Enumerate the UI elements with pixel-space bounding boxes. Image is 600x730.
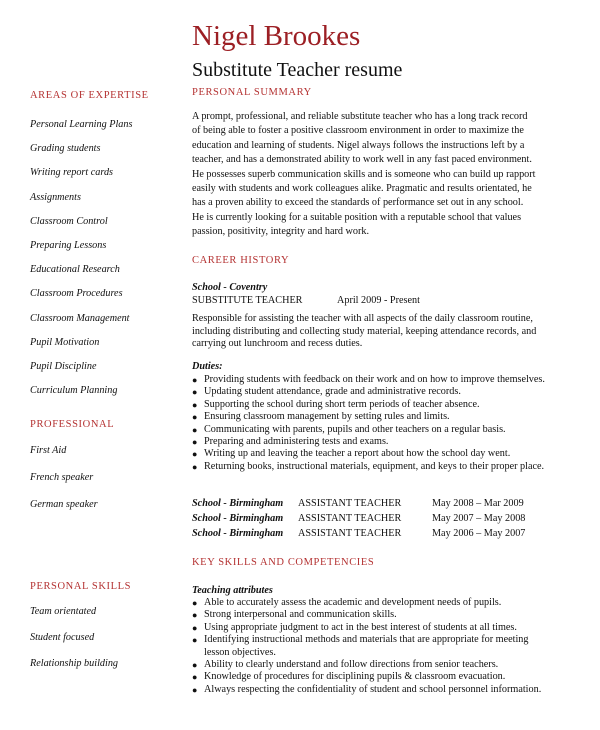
duty-text: Ensuring classroom management by setting rules and limits.: [204, 411, 450, 423]
summary-heading: PERSONAL SUMMARY: [192, 87, 312, 98]
candidate-name: Nigel Brookes: [192, 20, 361, 52]
paragraph-line: has a proven ability to exceed the standards of performance set out in any school.: [192, 197, 524, 209]
bullet-icon: ●: [192, 684, 198, 695]
previous-job-school: School - Birmingham: [192, 498, 284, 509]
duty-item: [192, 411, 545, 423]
bullet-icon: ●: [192, 610, 198, 621]
paragraph-line: He is currently looking for a suitable position with a reputable school that values: [192, 211, 522, 223]
bullet-icon: ●: [192, 399, 198, 410]
bullet-icon: ●: [192, 424, 198, 435]
expertise-item: Classroom Control: [30, 215, 108, 227]
professional-item: French speaker: [30, 472, 94, 483]
career-heading: CAREER HISTORY: [192, 255, 290, 266]
expertise-item: Assignments: [30, 191, 81, 203]
summary-paragraph: [192, 110, 577, 240]
personal-skills-heading: PERSONAL SKILLS: [30, 581, 132, 592]
bullet-icon: ●: [192, 437, 198, 448]
expertise-item: Writing report cards: [30, 167, 114, 179]
previous-job-school: School - Birmingham: [192, 528, 284, 539]
expertise-item: Classroom Management: [30, 312, 130, 324]
paragraph-line: passion, positivity, integrity and hard work.: [192, 226, 370, 238]
expertise-item: Grading students: [30, 143, 101, 155]
duty-text: Communicating with parents, pupils and other teachers on a regular basis.: [204, 423, 506, 435]
duty-item: [192, 374, 545, 386]
professional-heading: PROFESSIONAL: [30, 419, 115, 430]
duty-text: Returning books, instructional materials, equipment, and keys to their proper place.: [204, 460, 545, 472]
key-skill-text: Able to accurately assess the academic and development needs of pupils.: [204, 597, 502, 608]
key-skill-text: Identifying instructional methods and materials that are appropriate for meeting: [204, 634, 529, 646]
previous-job-title: ASSISTANT TEACHER: [298, 513, 402, 524]
duty-text: Providing students with feedback on their work and on how to improve themselves.: [204, 374, 545, 385]
key-skill-text: Knowledge of procedures for disciplining pupils & classroom evacuation.: [204, 671, 506, 683]
current-job-dates: April 2009 - Present: [337, 295, 420, 306]
previous-job-title: ASSISTANT TEACHER: [298, 498, 402, 509]
duty-item: [192, 436, 545, 448]
current-job-description: [192, 313, 577, 351]
previous-job-dates: May 2007 – May 2008: [432, 513, 526, 524]
expertise-item: Classroom Procedures: [30, 288, 123, 300]
professional-item: German speaker: [30, 499, 98, 510]
expertise-item: Educational Research: [30, 264, 120, 276]
bullet-icon: ●: [192, 375, 198, 385]
current-school: School - Coventry: [192, 282, 268, 293]
bullet-icon: ●: [192, 635, 198, 646]
duty-item: [192, 399, 545, 411]
paragraph-line: carrying out lunchroom and recess duties.: [192, 338, 363, 350]
duty-item: [192, 424, 545, 436]
paragraph-line: teacher, and has a demonstrated ability to work well in any fast paced environment.: [192, 154, 532, 166]
bullet-icon: ●: [192, 461, 198, 472]
duties-heading: Duties:: [192, 361, 223, 372]
expertise-item: Pupil Discipline: [30, 361, 97, 372]
key-skill-item: [192, 659, 541, 671]
duty-text: Preparing and administering tests and exams.: [204, 436, 389, 448]
key-skill-text: Using appropriate judgment to act in the best interest of students at all times.: [204, 621, 517, 633]
expertise-heading: AREAS OF EXPERTISE: [30, 90, 149, 101]
key-skill-item: [192, 597, 541, 609]
bullet-icon: ●: [192, 672, 198, 683]
key-skill-item: [192, 671, 541, 683]
bullet-icon: ●: [192, 412, 198, 423]
bullet-icon: ●: [192, 449, 198, 460]
bullet-icon: ●: [192, 660, 198, 671]
key-skill-text: lesson objectives.: [204, 646, 276, 658]
personal-skill-item: Team orientated: [30, 606, 97, 617]
duties-list: [192, 374, 545, 473]
paragraph-line: A prompt, professional, and reliable substitute teacher who has a long track record: [192, 111, 528, 122]
key-skill-text: Strong interpersonal and communication skills.: [204, 609, 397, 621]
expertise-item: Pupil Motivation: [30, 336, 100, 348]
duty-item: [192, 386, 545, 398]
paragraph-line: of being able to foster a positive classroom environment in order to maximize the: [192, 125, 524, 137]
key-skill-item: [192, 684, 541, 696]
duty-item: [192, 461, 545, 473]
bullet-icon: ●: [192, 598, 198, 608]
paragraph-line: He possesses superb communication skills and is someone who can build up rapport: [192, 168, 536, 180]
previous-job-dates: May 2008 – Mar 2009: [432, 498, 524, 509]
key-skill-item: [192, 634, 541, 646]
expertise-item: Personal Learning Plans: [30, 119, 133, 130]
previous-job-title: ASSISTANT TEACHER: [298, 528, 402, 539]
duty-text: Updating student attendance, grade and administrative records.: [204, 386, 461, 398]
resume-title: Substitute Teacher resume: [192, 59, 403, 81]
key-skills-heading: KEY SKILLS AND COMPETENCIES: [192, 557, 375, 568]
personal-skill-item: Student focused: [30, 632, 95, 643]
key-skill-item: [192, 609, 541, 621]
key-skill-text: Always respecting the confidentiality of student and school personnel information.: [204, 683, 542, 695]
paragraph-line: easily with students and work colleagues alike. Pragmatic and results orientated, he: [192, 183, 532, 195]
previous-job-dates: May 2006 – May 2007: [432, 528, 526, 539]
teaching-attributes-heading: Teaching attributes: [192, 585, 273, 596]
key-skill-item: [192, 647, 541, 659]
key-skills-list: [192, 597, 541, 696]
key-skill-item: [192, 622, 541, 634]
paragraph-line: including distributing and collecting study material, keeping attendance records, and: [192, 325, 537, 337]
duty-item: [192, 448, 545, 460]
bullet-icon: ●: [192, 387, 198, 398]
professional-item: First Aid: [30, 445, 67, 456]
key-skill-text: Ability to clearly understand and follow directions from senior teachers.: [204, 659, 499, 671]
expertise-item: Curriculum Planning: [30, 385, 118, 397]
duty-text: Supporting the school during short term periods of teacher absence.: [204, 398, 480, 410]
current-job-title: SUBSTITUTE TEACHER: [192, 295, 303, 306]
personal-skill-item: Relationship building: [30, 658, 119, 669]
expertise-item: Preparing Lessons: [30, 240, 107, 251]
paragraph-line: Responsible for assisting the teacher with all aspects of the daily classroom routine,: [192, 313, 533, 324]
previous-job-school: School - Birmingham: [192, 513, 284, 524]
duty-text: Writing up and leaving the teacher a report about how the school day went.: [204, 448, 511, 460]
bullet-icon: ●: [192, 622, 198, 633]
paragraph-line: education and learning of students. Nigel always follows the instructions left by a: [192, 139, 525, 151]
